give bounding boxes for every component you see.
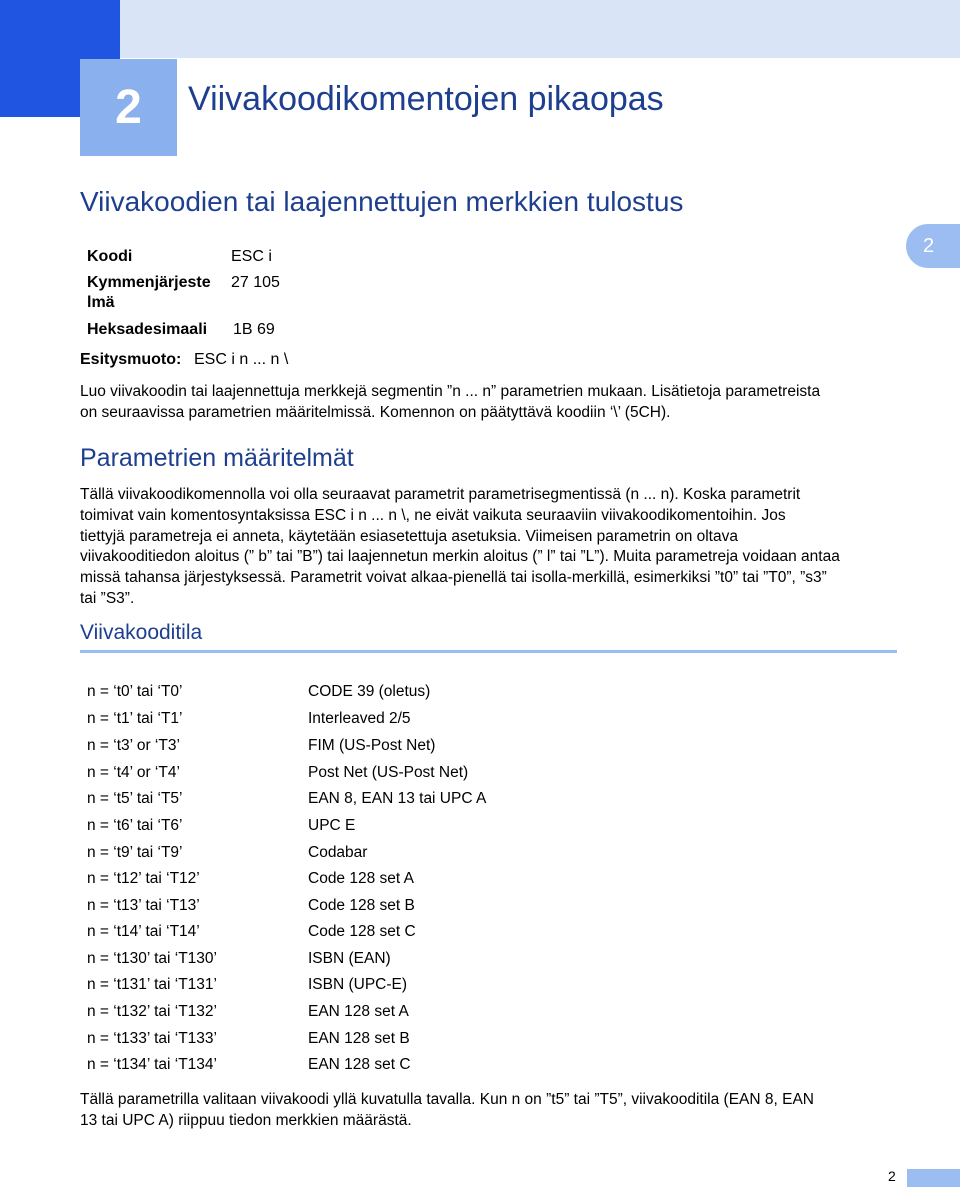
- param-cell: n = ‘t14’ tai ‘T14’: [87, 923, 200, 940]
- table-row: [87, 923, 416, 941]
- table-row: [87, 710, 411, 728]
- mode-title: Viivakooditila: [80, 621, 203, 644]
- table-row: [87, 976, 408, 994]
- intro-line-1: Luo viivakoodin tai laajennettuja merkkejä segmentin ”n ... n” parametrien mukaan. Lisätietoja parametreista: [80, 383, 821, 400]
- params-line-2: toimivat vain komentosyntaksissa ESC i n ... n \, ne eivät vaikuta seuraaviin viivakoodikomentoihin. Jos: [80, 507, 786, 524]
- param-cell: n = ‘t5’ tai ‘T5’: [87, 790, 183, 807]
- param-cell: n = ‘t3’ or ‘T3’: [87, 737, 180, 754]
- format-label: Esitysmuoto:: [80, 351, 182, 368]
- param-cell: n = ‘t133’ tai ‘T133’: [87, 1030, 217, 1047]
- hex-label: Heksadesimaali: [87, 321, 208, 338]
- param-cell: n = ‘t130’ tai ‘T130’: [87, 950, 217, 967]
- table-row: [87, 737, 436, 755]
- param-cell: n = ‘t4’ or ‘T4’: [87, 764, 180, 781]
- param-cell: n = ‘t13’ tai ‘T13’: [87, 897, 200, 914]
- table-row: [87, 950, 391, 968]
- code-label: Koodi: [87, 248, 133, 265]
- intro-line-2: on seuraavissa parametrien määritelmissä. Komennon on päätyttävä koodiin ‘\’ (5CH).: [80, 404, 671, 421]
- header-band: [0, 0, 960, 58]
- footer-accent: [907, 1169, 960, 1187]
- mode-cell: CODE 39 (oletus): [308, 683, 431, 700]
- param-cell: n = ‘t131’ tai ‘T131’: [87, 976, 217, 993]
- mode-cell: UPC E: [308, 817, 356, 834]
- params-line-1: Tällä viivakoodikomennolla voi olla seuraavat parametrit parametrisegmentissä (n ... n). Koska parametrit: [80, 486, 801, 503]
- param-cell: n = ‘t6’ tai ‘T6’: [87, 817, 183, 834]
- mode-cell: Code 128 set C: [308, 923, 416, 940]
- table-row: [87, 1003, 409, 1021]
- mode-cell: Codabar: [308, 844, 368, 861]
- params-line-3: tiettyjä parametreja ei anneta, käytetään esiasetettuja asetuksia. Viimeisen parametrin on oltava: [80, 528, 738, 545]
- params-title: Parametrien määritelmät: [80, 444, 354, 472]
- param-cell: n = ‘t134’ tai ‘T134’: [87, 1056, 217, 1073]
- params-line-5: missä tahansa järjestyksessä. Parametrit voivat alkaa-pienellä tai isolla-merkillä, esimerkiksi ”t0” tai ”T0”, ”s3”: [80, 569, 827, 586]
- decimal-label-line1: Kymmenjärjeste: [87, 274, 211, 291]
- mode-cell: ISBN (EAN): [308, 950, 391, 967]
- param-cell: n = ‘t132’ tai ‘T132’: [87, 1003, 217, 1020]
- decimal-label-line2: lmä: [87, 294, 115, 311]
- section-title: Viivakoodien tai laajennettujen merkkien tulostus: [80, 186, 684, 217]
- param-cell: n = ‘t9’ tai ‘T9’: [87, 844, 183, 861]
- param-cell: n = ‘t0’ tai ‘T0’: [87, 683, 183, 700]
- page-number: 2: [888, 1168, 896, 1184]
- format-value: ESC i n ... n \: [194, 351, 289, 368]
- param-cell: n = ‘t1’ tai ‘T1’: [87, 710, 183, 727]
- table-row: [87, 764, 469, 782]
- code-value: ESC i: [231, 248, 272, 265]
- table-row: [87, 897, 415, 915]
- table-row: [87, 1030, 410, 1048]
- mode-cell: ISBN (UPC-E): [308, 976, 408, 993]
- chapter-side-tab: 2: [906, 224, 960, 268]
- mode-cell: Code 128 set A: [308, 870, 414, 887]
- chapter-title: Viivakoodikomentojen pikaopas: [188, 80, 664, 118]
- decimal-value: 27 105: [231, 274, 280, 291]
- table-row: [87, 1056, 411, 1074]
- mode-cell: EAN 128 set A: [308, 1003, 409, 1020]
- mode-cell: EAN 128 set C: [308, 1056, 411, 1073]
- mode-cell: EAN 128 set B: [308, 1030, 410, 1047]
- outro-line-2: 13 tai UPC A) riippuu tiedon merkkien määrästä.: [80, 1112, 412, 1129]
- params-line-6: tai ”S3”.: [80, 590, 135, 607]
- table-row: [87, 790, 487, 808]
- param-cell: n = ‘t12’ tai ‘T12’: [87, 870, 200, 887]
- outro-line-1: Tällä parametrilla valitaan viivakoodi yllä kuvatulla tavalla. Kun n on ”t5” tai ”T5”, viivakooditila (EAN 8, EAN: [80, 1091, 814, 1108]
- mode-rule: [80, 650, 897, 653]
- mode-cell: FIM (US-Post Net): [308, 737, 436, 754]
- mode-cell: EAN 8, EAN 13 tai UPC A: [308, 790, 487, 807]
- chapter-number: 2: [80, 59, 177, 156]
- table-row: [87, 870, 414, 888]
- table-row: [87, 844, 368, 862]
- hex-value: 1B 69: [233, 321, 275, 338]
- mode-cell: Code 128 set B: [308, 897, 415, 914]
- mode-cell: Interleaved 2/5: [308, 710, 411, 727]
- table-row: [87, 817, 356, 835]
- params-line-4: viivakooditiedon aloitus (” b” tai ”B”) tai laajennetun merkin aloitus (” l” tai ”L”). Muita parametreja voidaan antaa: [80, 548, 840, 565]
- table-row: [87, 683, 431, 701]
- mode-cell: Post Net (US-Post Net): [308, 764, 469, 781]
